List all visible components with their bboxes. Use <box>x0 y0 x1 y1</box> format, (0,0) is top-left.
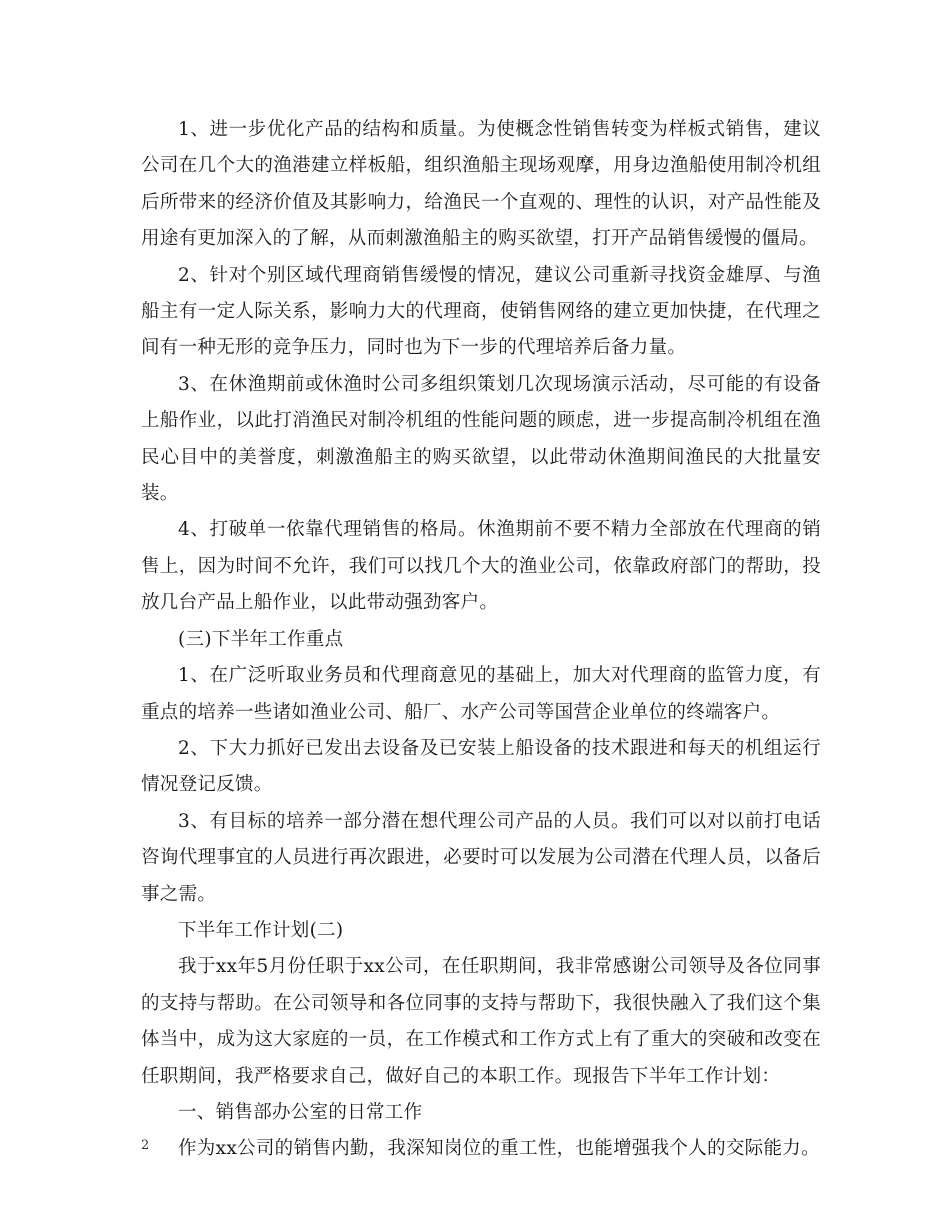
paragraph-suggestion-1: 1、进一步优化产品的结构和质量。为使概念性销售转变为样板式销售，建议公司在几个大的渔港建立样板船，组织渔船主现场观摩，用身边渔船使用制冷机组后所带来的经济价值及其影响力，给渔民一个直观的、理性的认识，对产品性能及用途有更加深入的了解，从而刺激渔船主的购买欲望，打开产品销售缓慢的僵局。 <box>141 119 821 250</box>
section-heading-plan-two: 下半年工作计划(二) <box>178 919 344 941</box>
section-heading-key-work: (三)下半年工作重点 <box>178 628 344 650</box>
page-number: 2 <box>141 1138 150 1153</box>
paragraph-suggestion-3: 3、在休渔期前或休渔时公司多组织策划几次现场演示活动，尽可能的有设备上船作业，以此打消渔民对制冷机组的性能问题的顾虑，进一步提高制冷机组在渔民心目中的美誉度，刺激渔船主的购买欲望，以此带动休渔期间渔民的大批量安装。 <box>141 373 821 505</box>
paragraph-suggestion-4: 4、打破单一依靠代理销售的格局。休渔期前不要不精力全部放在代理商的销售上，因为时间不允许，我们可以找几个大的渔业公司，依靠政府部门的帮助，投放几台产品上船作业，以此带动强劲客户。 <box>141 519 821 614</box>
document-body <box>141 112 821 1168</box>
paragraph-daily-work: 作为xx公司的销售内勤，我深知岗位的重工性，也能增强我个人的交际能力。 <box>178 1138 820 1160</box>
paragraph-intro: 我于xx年5月份任职于xx公司，在任职期间，我非常感谢公司领导及各位同事的支持与帮助。在公司领导和各位同事的支持与帮助下，我很快融入了我们这个集体当中，成为这大家庭的一员，在工作模式和工作方式上有了重大的突破和改变在任职期间，我严格要求自己，做好自己的本职工作。现报告下半年工作计划： <box>141 956 821 1087</box>
section-heading-daily-work: 一、销售部办公室的日常工作 <box>178 1101 423 1123</box>
paragraph-key-work-3: 3、有目标的培养一部分潜在想代理公司产品的人员。我们可以对以前打电话咨询代理事宜的人员进行再次跟进，必要时可以发展为公司潜在代理人员，以备后事之需。 <box>141 810 821 905</box>
paragraph-key-work-1: 1、在广泛听取业务员和代理商意见的基础上，加大对代理商的监管力度，有重点的培养一些诸如渔业公司、船厂、水产公司等国营企业单位的终端客户。 <box>141 665 821 723</box>
paragraph-key-work-2: 2、下大力抓好已发出去设备及已安装上船设备的技术跟进和每天的机组运行情况登记反馈。 <box>141 737 821 796</box>
paragraph-suggestion-2: 2、针对个别区域代理商销售缓慢的情况，建议公司重新寻找资金雄厚、与渔船主有一定人际关系，影响力大的代理商，使销售网络的建立更加快捷，在代理之间有一种无形的竞争压力，同时也为下一步的代理培养后备力量。 <box>141 264 821 359</box>
